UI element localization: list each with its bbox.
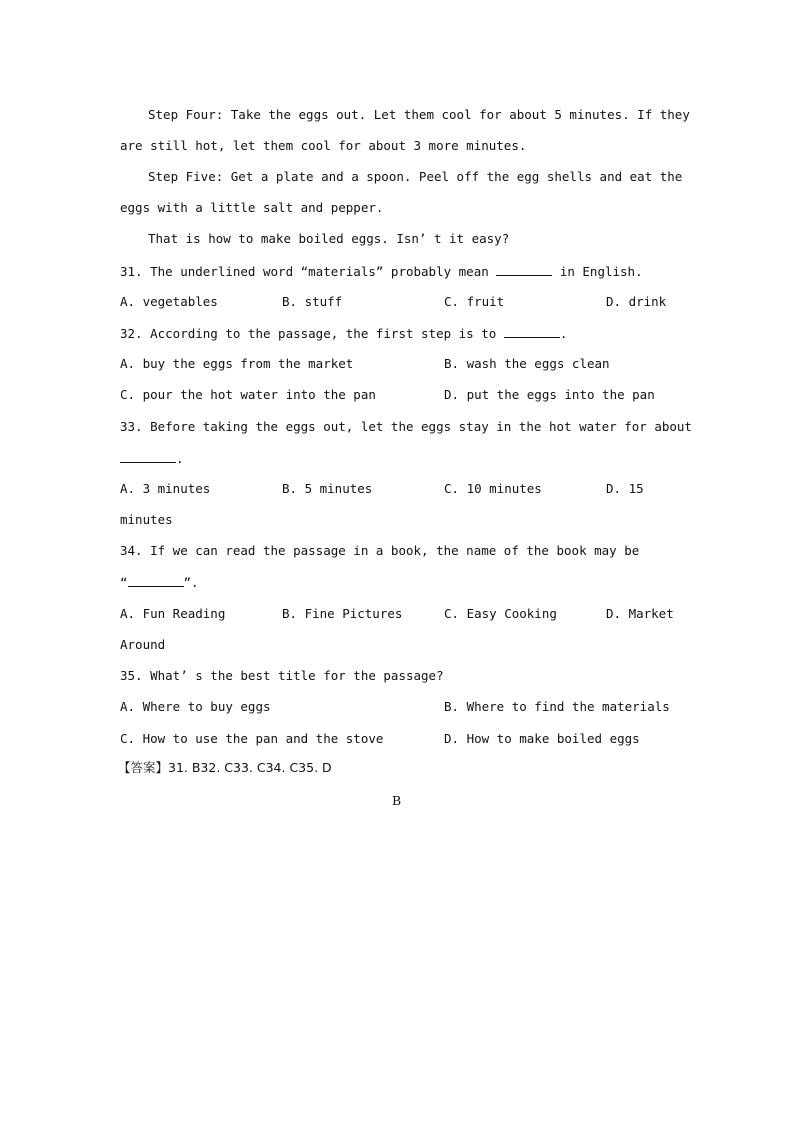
- question-35-option-a: A. Where to buy eggs: [120, 699, 271, 714]
- question-31-stem: [120, 263, 643, 280]
- question-34-stem-line1: 34. If we can read the passage in a book, the name of the book may be: [120, 543, 640, 558]
- question-34-option-d-continued: Around: [120, 637, 166, 652]
- passage-step-four-line2: are still hot, let them cool for about 3 more minutes.: [120, 138, 527, 153]
- question-32-option-a: A. buy the eggs from the market: [120, 356, 354, 371]
- answer-blank: [504, 325, 560, 338]
- question-32-stem: [120, 325, 567, 342]
- passage-closing: That is how to make boiled eggs. Isn’ t it easy?: [148, 231, 510, 246]
- question-35-option-b: B. Where to find the materials: [444, 699, 670, 714]
- answer-blank: [120, 450, 176, 463]
- question-32-stem-start: 32. According to the passage, the first step is to: [120, 326, 504, 341]
- close-quote: ”.: [183, 575, 199, 590]
- question-34-stem-line2: [120, 574, 199, 591]
- question-34-option-b: B. Fine Pictures: [282, 606, 403, 621]
- passage-step-four-line1: Step Four: Take the eggs out. Let them cool for about 5 minutes. If they: [148, 107, 690, 122]
- question-31-option-d: D. drink: [606, 294, 667, 309]
- answer-blank: [128, 574, 184, 587]
- question-33-option-c: C. 10 minutes: [444, 481, 542, 496]
- question-31-option-c: C. fruit: [444, 294, 505, 309]
- answer-blank: [496, 263, 552, 276]
- question-31-stem-end: in English.: [552, 264, 643, 279]
- question-33-option-d: D. 15: [606, 481, 644, 496]
- question-33-stem-end: .: [176, 451, 184, 466]
- question-35-option-d: D. How to make boiled eggs: [444, 731, 640, 746]
- passage-step-five-line1: Step Five: Get a plate and a spoon. Peel off the egg shells and eat the: [148, 169, 683, 184]
- question-32-stem-end: .: [559, 326, 568, 341]
- section-marker: B: [392, 793, 402, 808]
- question-32-option-c: C. pour the hot water into the pan: [120, 387, 376, 402]
- question-34-option-a: A. Fun Reading: [120, 606, 226, 621]
- question-34-option-c: C. Easy Cooking: [444, 606, 557, 621]
- answer-key: 【答案】31. B32. C33. C34. C35. D: [118, 760, 332, 775]
- question-35-stem: 35. What’ s the best title for the passage?: [120, 668, 444, 683]
- question-33-option-a: A. 3 minutes: [120, 481, 211, 496]
- question-32-option-d: D. put the eggs into the pan: [444, 387, 655, 402]
- question-33-stem-line2: [120, 450, 184, 467]
- question-34-option-d: D. Market: [606, 606, 674, 621]
- question-32-option-b: B. wash the eggs clean: [444, 356, 610, 371]
- question-35-option-c: C. How to use the pan and the stove: [120, 731, 384, 746]
- open-quote: “: [120, 575, 128, 590]
- question-31-option-b: B. stuff: [282, 294, 343, 309]
- passage-step-five-line2: eggs with a little salt and pepper.: [120, 200, 384, 215]
- question-33-stem-line1: 33. Before taking the eggs out, let the eggs stay in the hot water for about: [120, 419, 692, 434]
- question-33-option-b: B. 5 minutes: [282, 481, 373, 496]
- question-31-stem-start: 31. The underlined word “materials” probably mean: [120, 264, 497, 279]
- question-31-option-a: A. vegetables: [120, 294, 218, 309]
- question-33-option-d-continued: minutes: [120, 512, 173, 527]
